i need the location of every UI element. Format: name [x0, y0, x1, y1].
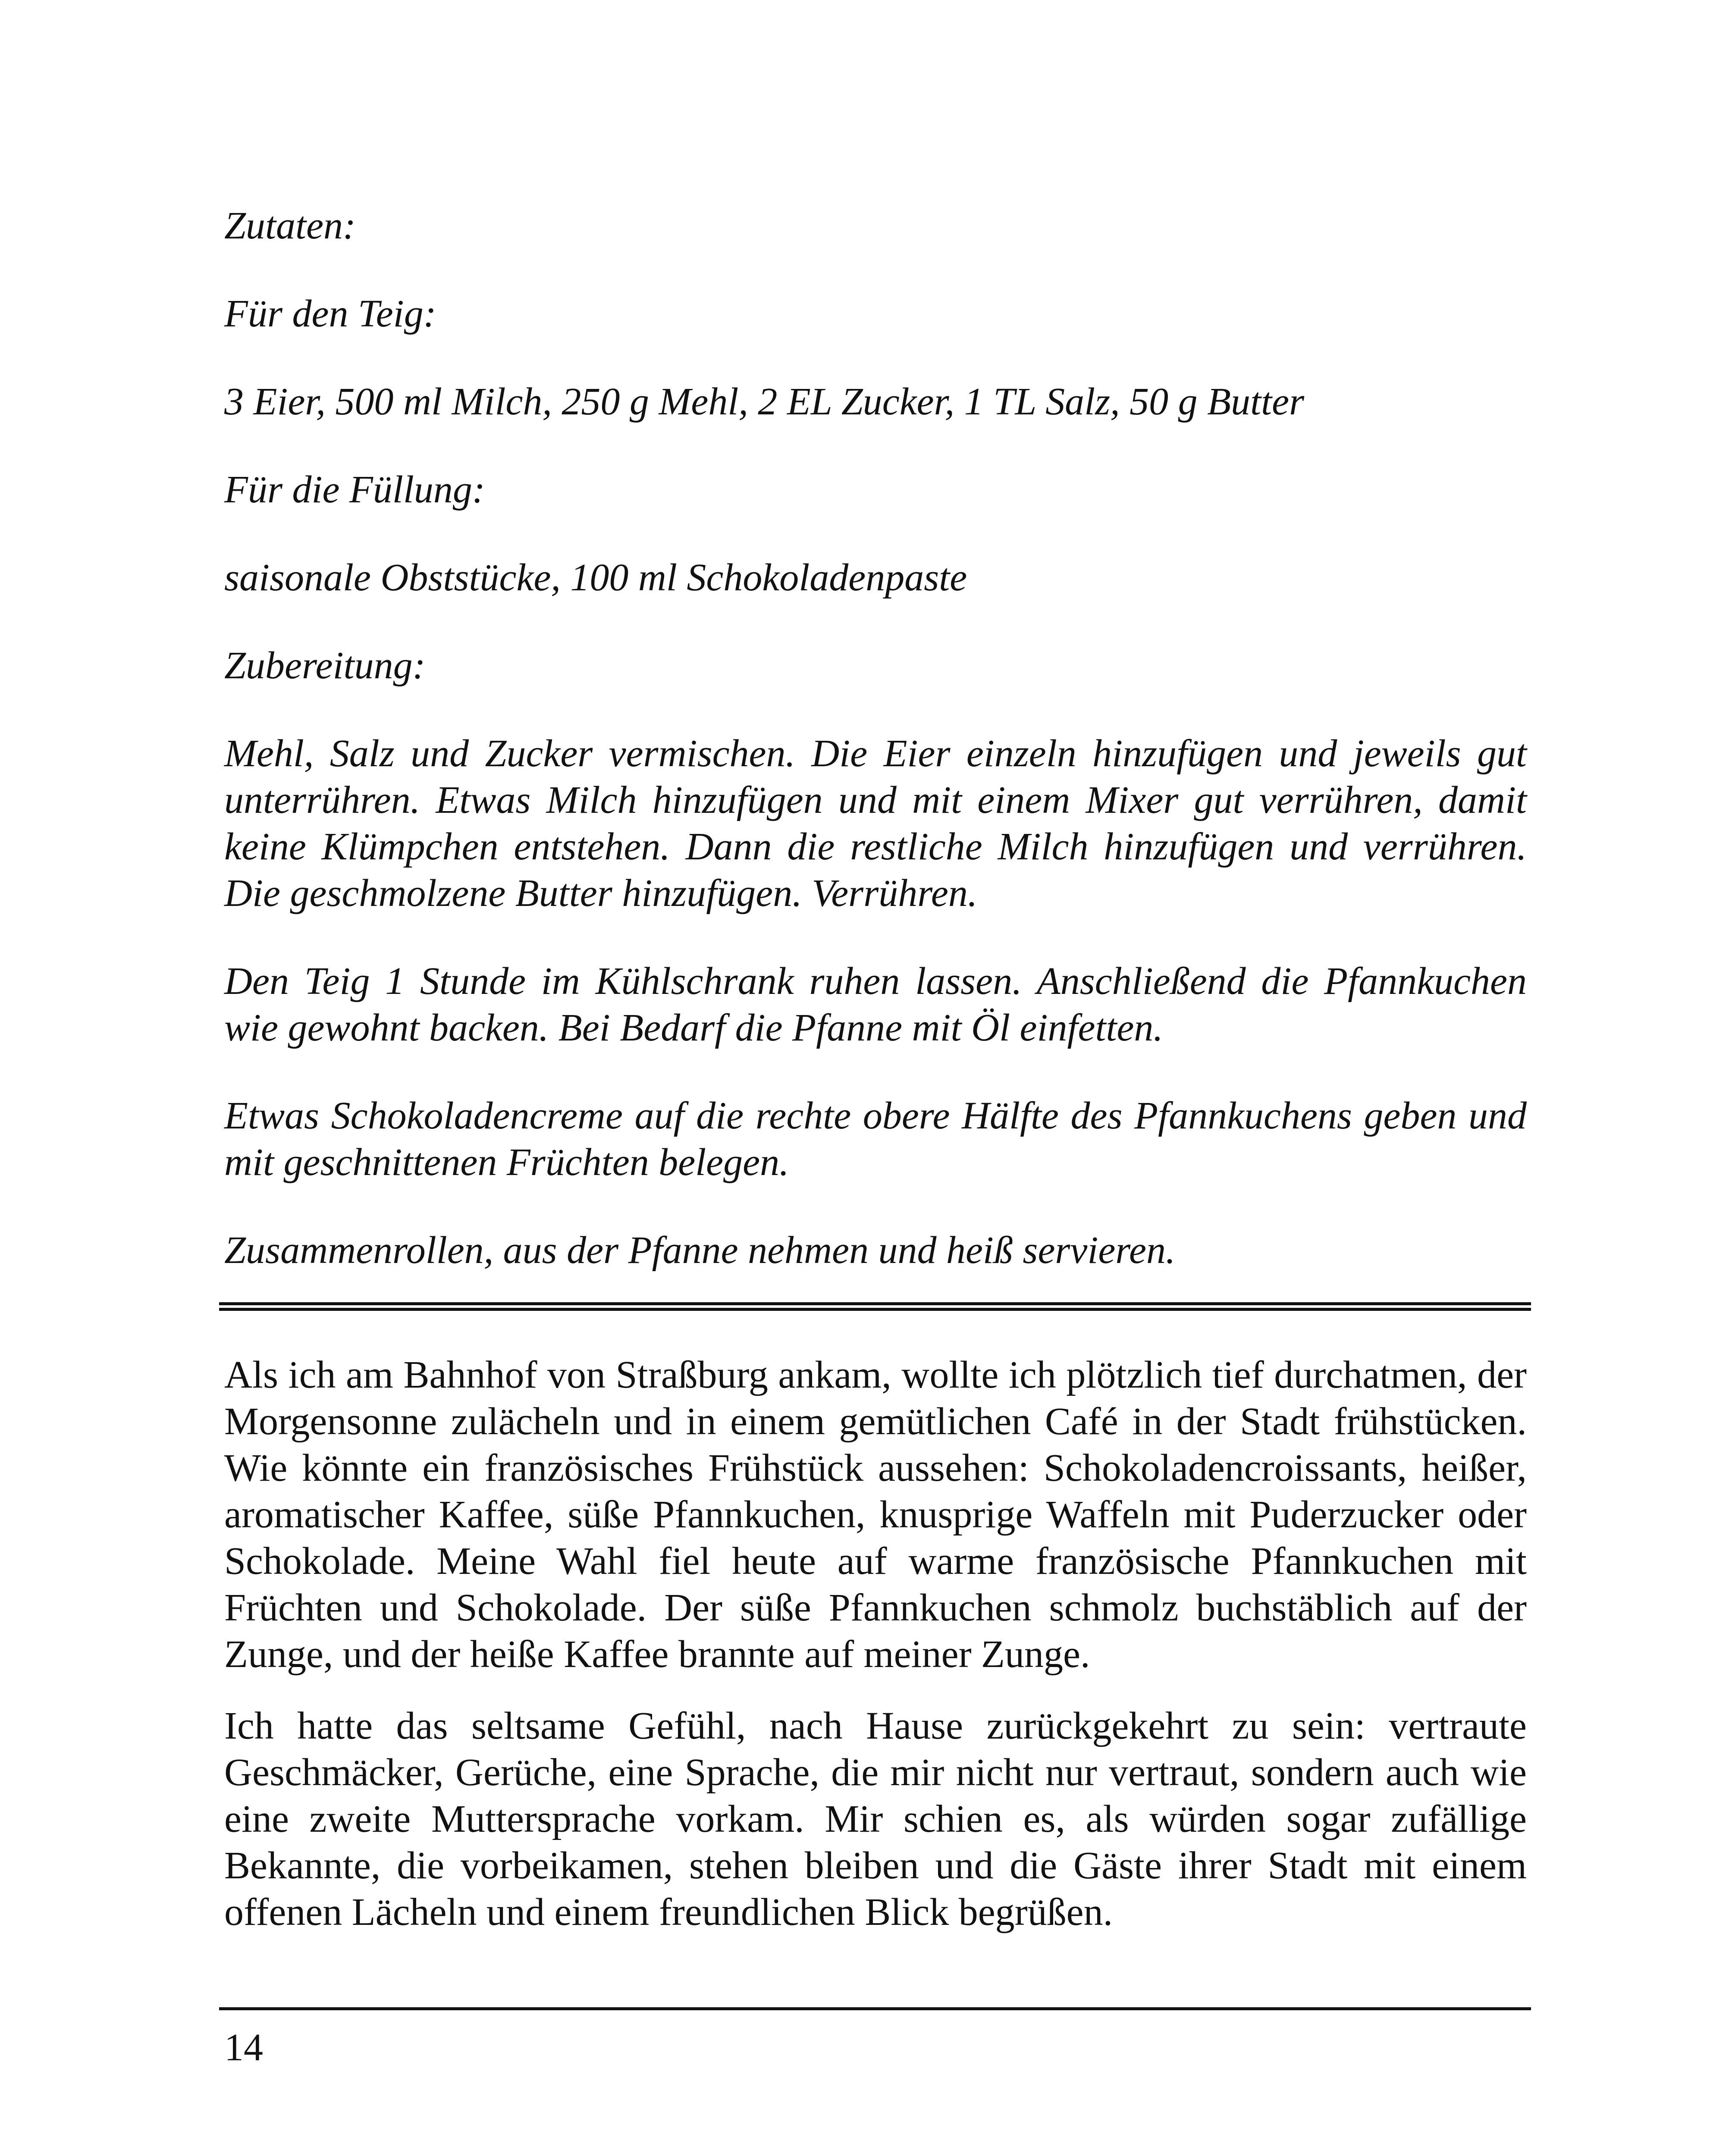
- story-paragraph: Ich hatte das seltsame Gefühl, nach Hause zurückgekehrt zu sein: vertraute Geschmäcker, Gerüche, eine Sprache, die mir nicht nur vertraut, sondern auch wie eine zweite Muttersprache vorkam. Mir schien es, als würden sogar zufällige Bekannte, die vorbeikamen, stehen bleiben und die Gäste ihrer Stadt mit einem offenen Lächeln und einem freundlichen Blick begrüßen.: [224, 1705, 1527, 1934]
- story-paragraph: Als ich am Bahnhof von Straßburg ankam, wollte ich plötzlich tief durchatmen, der Morgensonne zulächeln und in einem gemütlichen Café in der Stadt frühstücken. Wie könnte ein französisches Frühstück aussehen: Schokoladencroissants, heißer, aromatischer Kaffee, süße Pfannkuchen, knusprige Waffeln mit Puderzucker oder Schokolade. Meine Wahl fiel heute auf warme französische Pfannkuchen mit Früchten und Schokolade. Der süße Pfannkuchen schmolz buchstäblich auf der Zunge, und der heiße Kaffee brannte auf meiner Zunge.: [224, 1354, 1527, 1676]
- recipe-section: [224, 203, 1527, 1274]
- preparation-step: Etwas Schokoladencreme auf die rechte obere Hälfte des Pfannkuchens geben und mit geschnittenen Früchten belegen.: [224, 1094, 1527, 1184]
- section-divider: [219, 1302, 1531, 1311]
- story-section: [224, 1352, 1527, 1961]
- filling-ingredients: saisonale Obststücke, 100 ml Schokoladenpaste: [224, 556, 967, 599]
- dough-heading: Für den Teig:: [224, 292, 436, 335]
- preparation-step: Den Teig 1 Stunde im Kühlschrank ruhen lassen. Anschließend die Pfannkuchen wie gewohnt backen. Bei Bedarf die Pfanne mit Öl einfetten.: [224, 960, 1527, 1049]
- preparation-heading: Zubereitung:: [224, 644, 426, 687]
- filling-heading: Für die Füllung:: [224, 468, 485, 511]
- dough-ingredients: 3 Eier, 500 ml Milch, 250 g Mehl, 2 EL Zucker, 1 TL Salz, 50 g Butter: [224, 380, 1305, 423]
- preparation-step: Mehl, Salz und Zucker vermischen. Die Eier einzeln hinzufügen und jeweils gut unterrühren. Etwas Milch hinzufügen und mit einem Mixer gut verrühren, damit keine Klümpchen entstehen. Dann die restliche Milch hinzufügen und verrühren. Die geschmolzene Butter hinzufügen. Verrühren.: [224, 732, 1527, 915]
- ingredients-heading: Zutaten:: [224, 204, 356, 247]
- preparation-step: Zusammenrollen, aus der Pfanne nehmen und heiß servieren.: [224, 1229, 1176, 1272]
- footer-divider: [219, 2007, 1531, 2010]
- page-number: 14: [224, 2026, 263, 2069]
